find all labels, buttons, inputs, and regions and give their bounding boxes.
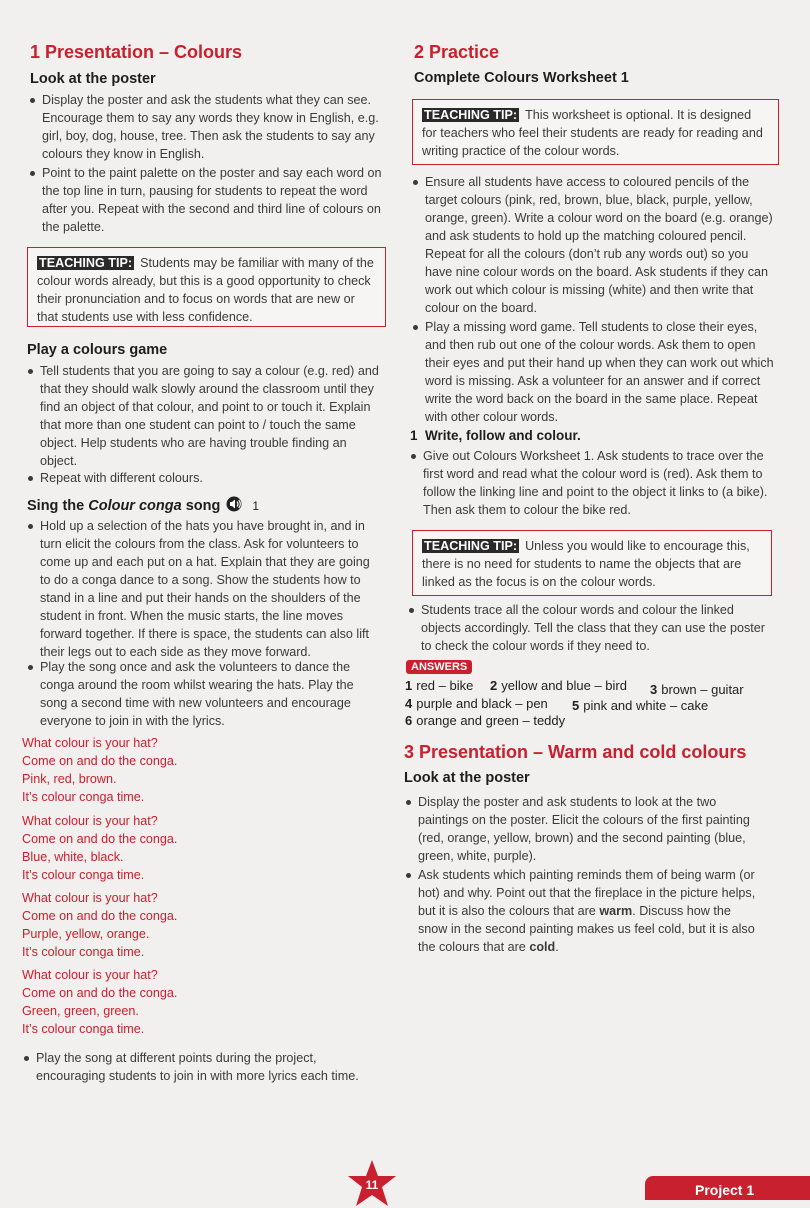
answer-text: purple and black – pen <box>416 696 548 711</box>
colours-game-bullet-2-text: Repeat with different colours. <box>40 471 203 485</box>
answer-text: pink and white – cake <box>583 698 709 713</box>
answer-text: orange and green – teddy <box>416 713 566 728</box>
sing-song-bullet-1 <box>40 517 382 661</box>
final-bullet-text: Play the song at different points during the project, encouraging students to join in with more lyrics each time. <box>36 1051 359 1083</box>
answer-item-4 <box>405 695 548 712</box>
teaching-tip-label: TEACHING TIP: <box>424 108 518 122</box>
section-2-title: 2 Practice <box>414 42 500 62</box>
answer-item-1 <box>405 677 473 694</box>
section-3-bullet-2 <box>418 866 763 956</box>
song-line: Purple, yellow, orange. <box>22 927 150 941</box>
teaching-tip-box-1 <box>27 247 386 327</box>
sing-song-heading-prefix: Sing the <box>27 498 89 514</box>
sing-song-bullet-2-text: Play the song once and ask the volunteers to dance the conga around the room whilst wearing the hats. Play the song a second time with new volunteers and encourage everyone to join in with the lyrics. <box>40 660 354 728</box>
practice-bullet-2-text: Play a missing word game. Tell students to close their eyes, and then rub out one of the colour words. Ask them to open their eyes and put their hand up when they can work out which word is missing. Ask a volunteer for an answer and if correct write the word back on the board in the same place. Repeat with other colour words. <box>425 320 774 424</box>
song-verse-3 <box>22 889 362 961</box>
task-bullet-2-text: Students trace all the colour words and colour the linked objects accordingly. Tell the class that they can use the poster to check the colour words if they need to. <box>421 603 765 653</box>
answer-text: yellow and blue – bird <box>501 678 627 693</box>
song-verse-1 <box>22 734 362 806</box>
song-line: What colour is your hat? <box>22 891 158 905</box>
song-verse-2 <box>22 812 362 884</box>
answers-badge: ANSWERS <box>406 660 472 674</box>
song-line: Green, green, green. <box>22 1004 139 1018</box>
section-1-subheading: Look at the poster <box>30 71 156 87</box>
task-heading <box>410 428 581 443</box>
section-1-bullet-1-text: Display the poster and ask the students what they can see. Encourage them to say any words they know in English, e.g. girl, boy, dog, house, tree. Then ask the students to say any colours they know in English. <box>42 93 379 161</box>
practice-bullet-1-text: Ensure all students have access to coloured pencils of the target colours (pink, red, brown, blue, black, purple, yellow, orange, green). Write a colour word on the board (e.g. orange) and ask students to hold up the matching coloured pencil. Repeat for all the colours (don’t rub any words out) so you have nine colour words on the board. Ask students if they can work out which colour is missing (white) and then write that colour on the board. <box>425 175 773 315</box>
colours-game-bullet-2 <box>40 469 380 487</box>
answer-text: brown – guitar <box>661 682 744 697</box>
section-3-bullet-2-text-c: . <box>555 940 559 954</box>
answer-item-6 <box>405 712 565 729</box>
practice-bullet-1 <box>425 173 775 317</box>
song-line: It’s colour conga time. <box>22 945 145 959</box>
song-line: Come on and do the conga. <box>22 832 178 846</box>
section-3-subheading: Look at the poster <box>404 770 530 786</box>
sing-song-bullet-1-text: Hold up a selection of the hats you have brought in, and in turn elicit the colours from the class. Ask for volunteers to come up and each put on a hat. Explain that they are going to do a conga dance to a song. Show the students how to stand in a line and put their hands on the shoulders of the student in front. When the music starts, the line moves forward together. If there is space, the students can also lift their legs out to each side as they move forward. <box>40 519 370 659</box>
section-3-title: 3 Presentation – Warm and cold colours <box>404 742 747 762</box>
task-number: 1 <box>410 428 418 443</box>
teaching-tip-label: TEACHING TIP: <box>39 256 133 270</box>
section-3-bullet-1 <box>418 793 763 865</box>
teaching-tip-3-text: Unless you would like to encourage this, there is no need for students to name the objects that are linked as the focus is on the colour words. <box>422 539 750 589</box>
answer-item-2 <box>490 677 627 694</box>
answer-number: 5 <box>572 698 580 713</box>
teaching-tip-box-2 <box>412 99 779 165</box>
section-3-bullet-2-text-a: Ask students which painting reminds them of being warm (or hot) and why. Point out that the fireplace in the picture helps, but it is also the colours that are <box>418 868 756 918</box>
song-line: It’s colour conga time. <box>22 790 145 804</box>
sing-song-bullet-2 <box>40 658 380 730</box>
answer-number: 2 <box>490 678 498 693</box>
song-line: Pink, red, brown. <box>22 772 117 786</box>
page-number: 11 <box>365 1178 379 1192</box>
teaching-tip-1-text: Students may be familiar with many of the colour words already, but this is a good opportunity to check their pronunciation and to focus on words that are new or that students use with less confidence. <box>37 256 374 324</box>
section-1-title: 1 Presentation – Colours <box>30 42 243 62</box>
song-line: It’s colour conga time. <box>22 1022 145 1036</box>
section-1-bullet-2 <box>42 164 384 236</box>
song-line: Come on and do the conga. <box>22 754 178 768</box>
colours-game-bullet-1 <box>40 362 380 470</box>
song-line: Come on and do the conga. <box>22 986 178 1000</box>
task-bullet-2 <box>421 601 771 655</box>
song-line: Come on and do the conga. <box>22 909 178 923</box>
warm-keyword: warm <box>599 904 633 918</box>
song-verse-4 <box>22 966 362 1038</box>
answer-item-5 <box>572 697 708 714</box>
footer-section-label: Project 1 <box>695 1182 755 1198</box>
colours-game-heading: Play a colours game <box>27 342 168 358</box>
sing-song-heading-suffix: song <box>181 498 221 514</box>
answer-item-3 <box>650 681 744 698</box>
answer-number: 1 <box>405 678 413 693</box>
task-bullet-1 <box>423 447 773 519</box>
task-bullet-1-text: Give out Colours Worksheet 1. Ask students to trace over the first word and read what the colour word is (red). Ask them to follow the linking line and point to the object it links to (a bike). Then ask them to colour the bike red. <box>423 449 768 517</box>
colours-game-bullet-1-text: Tell students that you are going to say a colour (e.g. red) and that they should walk slowly around the classroom until they find an object of that colour, and point to or touch it. Explain that more than one student can point to / touch the same object. Help students who are having trouble finding an object. <box>40 364 379 468</box>
answer-number: 4 <box>405 696 413 711</box>
practice-bullet-2 <box>425 318 775 426</box>
song-line: It’s colour conga time. <box>22 868 145 882</box>
song-line: What colour is your hat? <box>22 968 158 982</box>
sing-song-heading-title: Colour conga <box>88 498 182 514</box>
final-bullet <box>36 1049 366 1085</box>
song-line: What colour is your hat? <box>22 736 158 750</box>
section-3-bullet-1-text: Display the poster and ask students to look at the two paintings on the poster. Elicit the colours of the first painting (red, orange, yellow, brown) and the second painting (blue, green, white, purple). <box>418 795 750 863</box>
cold-keyword: cold <box>529 940 556 954</box>
section-1-bullet-1 <box>42 91 382 163</box>
audio-icon <box>226 496 244 512</box>
audio-track-number: 1 <box>252 499 260 513</box>
teaching-tip-2-text: This worksheet is optional. It is designed for teachers who feel their students are ready for reading and writing practice of the colour words. <box>422 108 763 158</box>
teaching-tip-box-3 <box>412 530 772 596</box>
answer-text: red – bike <box>416 678 474 693</box>
section-1-bullet-2-text: Point to the paint palette on the poster and say each word on the top line in turn, pausing for students to repeat the word after you. Repeat with the second and third line of colours on the palette. <box>42 166 382 234</box>
section-3-bullet-2-text-b: . Discuss how the snow in the second painting makes us feel cold, but it is also the colours that are <box>418 904 755 954</box>
answer-number: 3 <box>650 682 658 697</box>
task-title: Write, follow and colour. <box>425 428 581 443</box>
song-line: Blue, white, black. <box>22 850 124 864</box>
section-2-subheading: Complete Colours Worksheet 1 <box>414 70 629 86</box>
answer-number: 6 <box>405 713 413 728</box>
sing-song-heading <box>27 496 259 514</box>
teaching-tip-label: TEACHING TIP: <box>424 539 518 553</box>
song-line: What colour is your hat? <box>22 814 158 828</box>
